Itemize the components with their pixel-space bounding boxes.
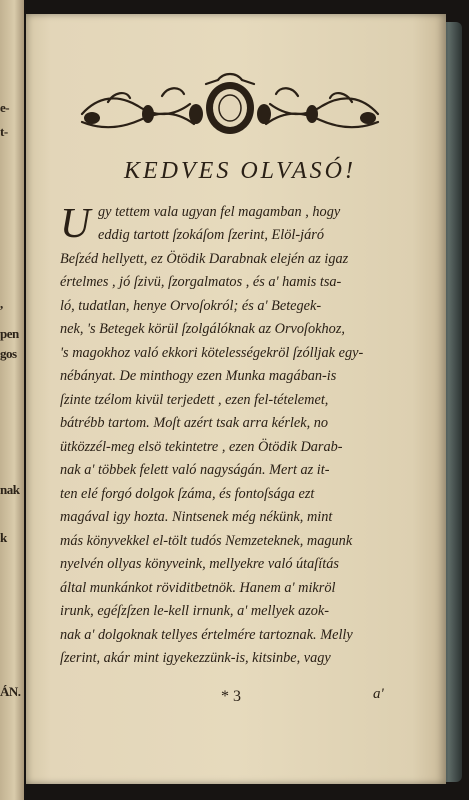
left-fragment: gos [0,346,17,361]
text-line: más könyvekkel el-tölt tudós Nemzeteknek, magunk [60,533,353,549]
text-line: 's magokhoz való ekkori kötelességekröl ſzólljak egy- [60,345,364,361]
drop-cap: U [60,201,91,247]
left-fragment: t- [0,124,8,139]
headpiece-ornament [78,66,382,142]
left-fragment: e- [0,100,10,115]
text-line: nak a' dolgoknak tellyes értelmére tartoznak. Melly [60,627,353,643]
text-line: nyelvén ollyas könyveink, mellyekre való útaſítás [60,556,339,572]
heading: KEDVES OLVASÓ! [124,158,356,184]
text-line: ſzerint, akár mint igyekezzünk-is, kitsinbe, vagy [60,650,331,666]
left-fragment: pen [0,326,19,341]
text-line: gy tettem vala ugyan fel magamban , hogy [98,204,341,220]
text-line: nek, 's Betegek körül ſzolgálóknak az Orvoſokhoz, [60,321,345,337]
left-page [0,0,24,800]
left-fragment: , [0,296,3,311]
text-line: ütközzél-meg elsö tekintetre , ezen Ötödik Darab- [60,439,343,455]
text-line: által munkánkot röviditbetnök. Hanem a' mikröl [60,580,336,596]
text-line: nébányat. De minthogy ezen Munka magában-is [60,368,337,384]
left-fragment: k [0,530,7,545]
catchword: a' [373,686,384,702]
text-line: magával igy hozta. Nintsenek még nékünk, mint [60,509,333,525]
text-line: irunk, egéſzſzen le-kell irnunk, a' mellyek azok- [60,603,330,619]
text-line: nak a' többek felett való nagyságán. Mert az it- [60,462,330,478]
text-line: eddig tartott ſzokáſom ſzerint, Elöl-járó [98,227,324,243]
text-line: Beſzéd hellyett, ez Ötödik Darabnak elején az igaz [60,251,349,267]
text-line: bátrébb tartom. Moſt azért tsak arra kérlek, no [60,415,329,431]
text-line: ten elé forgó dolgok ſzáma, és fontoſsága ezt [60,486,315,502]
left-fragment: nak [0,482,20,497]
signature-mark: * 3 [221,688,241,705]
text-line: ló, tudatlan, henye Orvoſokról; és a' Betegek- [60,298,322,314]
left-fragment: ÁN. [0,684,21,699]
text-line: ſzinte tzélom kivül terjedett , ezen fel-tételemet, [60,392,329,408]
text-line: értelmes , jó ſzivü, ſzorgalmatos , és a' hamis tsa- [60,274,342,290]
